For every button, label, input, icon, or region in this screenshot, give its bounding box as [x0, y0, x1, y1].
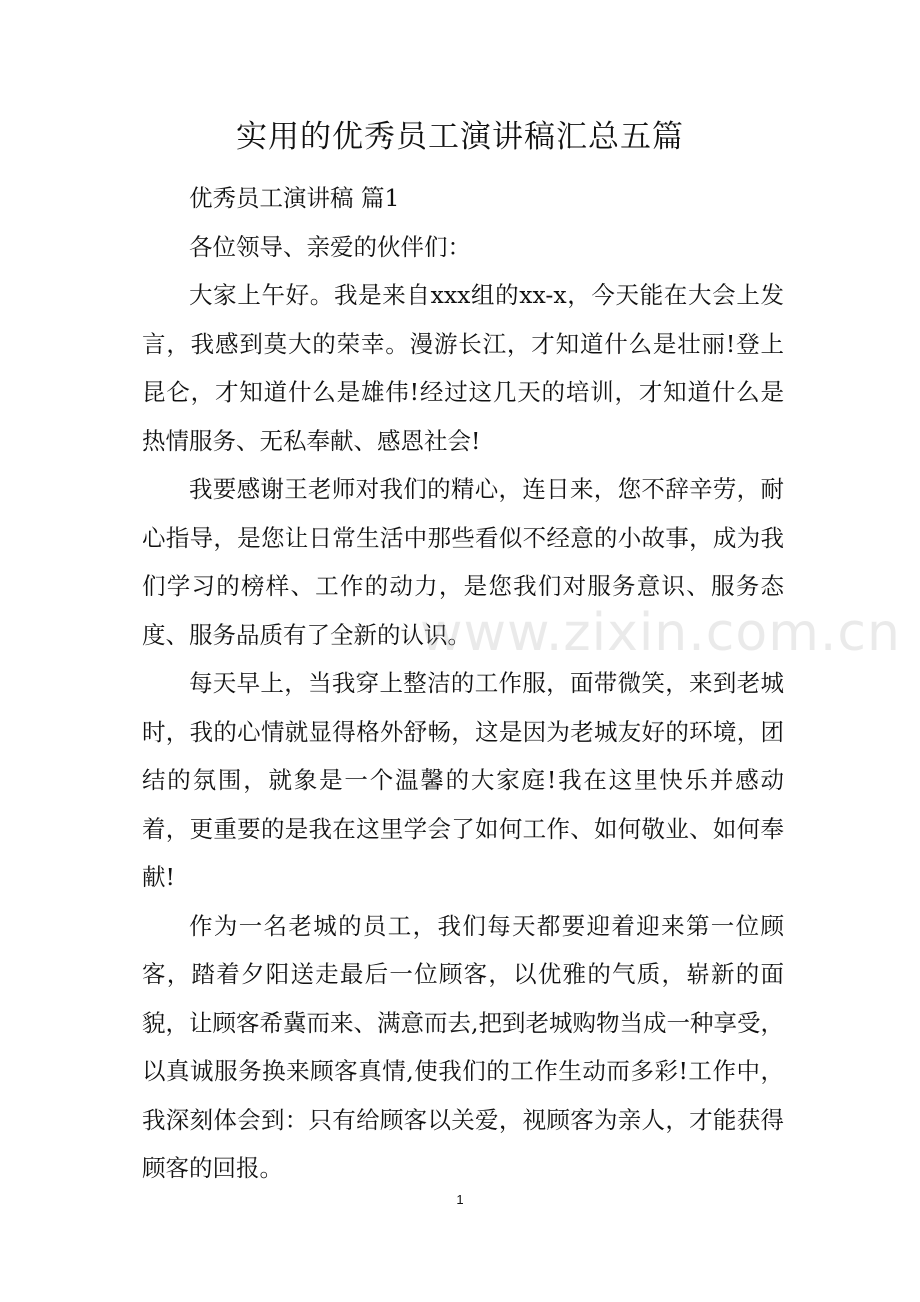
paragraph-body: 作为一名老城的员工，我们每天都要迎着迎来第一位顾客，踏着夕阳送走最后一位顾客，以优雅的气质，崭新的面貌，让顾客希冀而来、满意而去,把到老城购物当成一种享受，以真诚服务换来顾客真情,使我们的工作生动而多彩!工作中，我深刻体会到：只有给顾客以关爱，视顾客为亲人，才能获得顾客的回报。	[142, 911, 784, 1182]
paragraph-body: 大家上午好。我是来自xxx组的xx-x，今天能在大会上发言，我感到莫大的荣幸。漫游长江，才知道什么是壮丽!登上昆仑，才知道什么是雄伟!经过这几天的培训，才知道什么是热情服务、无私奉献、感恩社会!	[142, 281, 784, 455]
paragraph-section-heading: 优秀员工演讲稿 篇1	[189, 184, 400, 212]
watermark-text: www.zixin.com.cn	[420, 603, 901, 663]
paragraph-body: 每天早上，当我穿上整洁的工作服，面带微笑，来到老城时，我的心情就显得格外舒畅，这是因为老城友好的环境，团结的氛围，就象是一个温馨的大家庭!我在这里快乐并感动着，更重要的是我在这里学会了如何工作、如何敬业、如何奉献!	[142, 669, 784, 891]
document-body	[142, 174, 784, 1193]
document-title: 实用的优秀员工演讲稿汇总五篇	[236, 119, 684, 155]
paragraph-body: 我要感谢王老师对我们的精心，连日来，您不辞辛劳，耐心指导，是您让日常生活中那些看似不经意的小故事，成为我们学习的榜样、工作的动力，是您我们对服务意识、服务态度、服务品质有了全新的认识。	[142, 475, 784, 649]
page-number: 1	[456, 1192, 464, 1207]
paragraph-salutation: 各位领导、亲爱的伙伴们：	[189, 232, 471, 261]
